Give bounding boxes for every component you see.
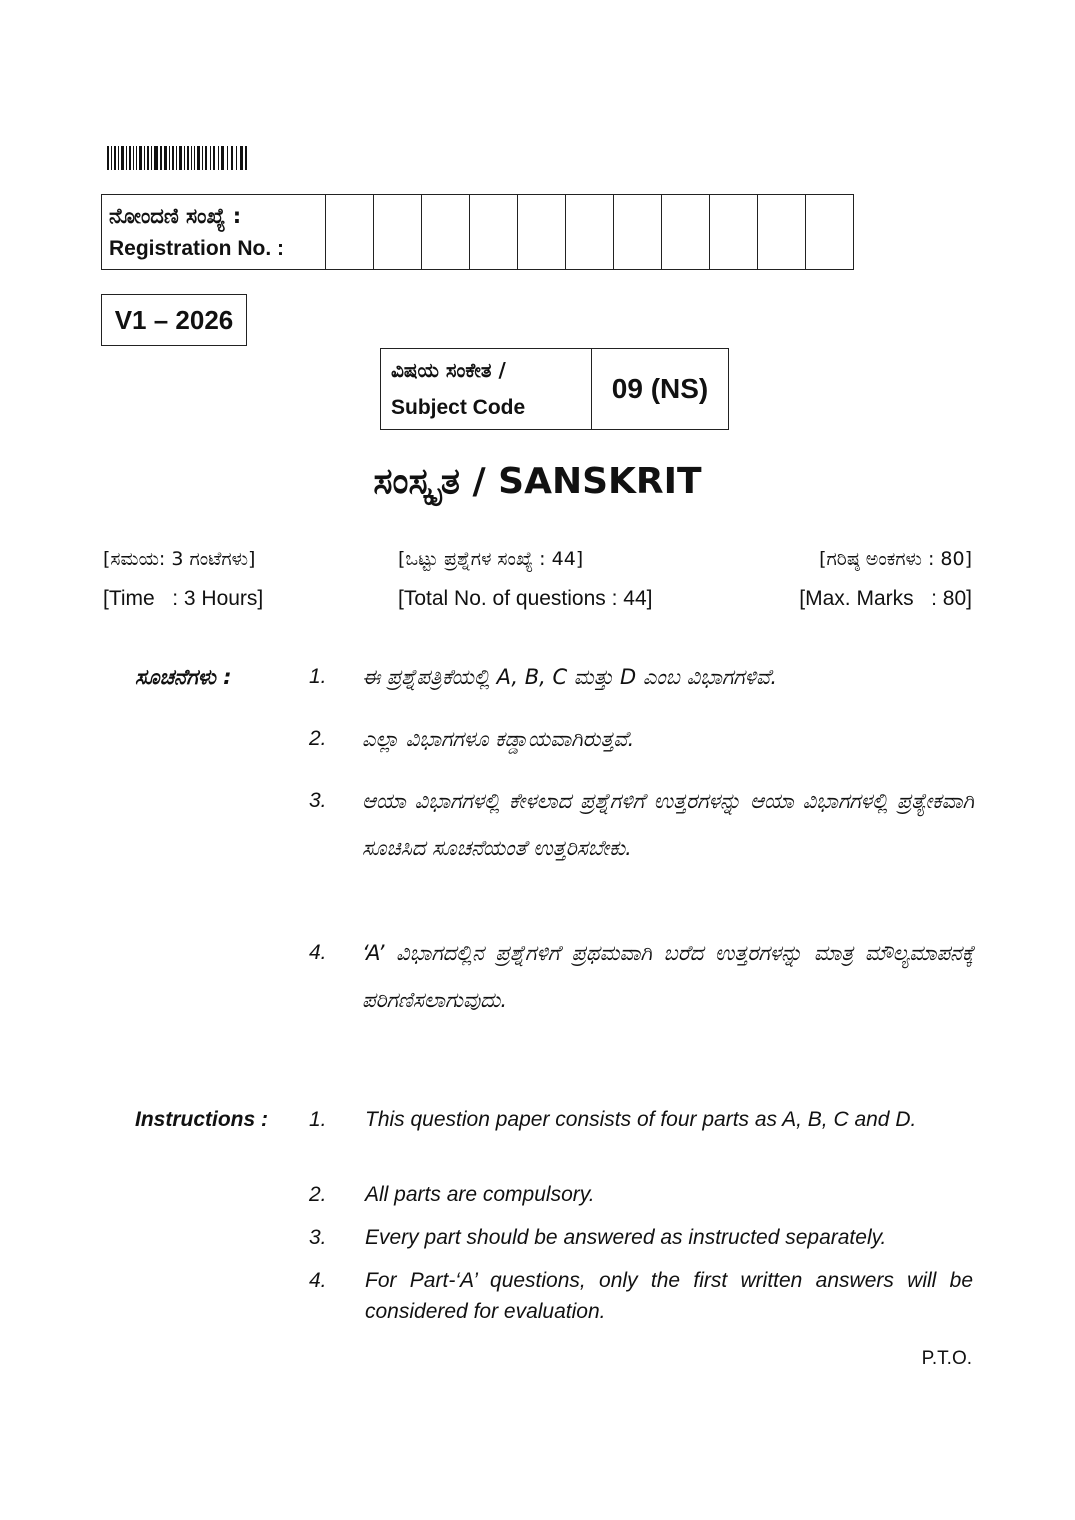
subject-code-label-en: Subject Code — [391, 396, 526, 419]
time-kn: [ಸಮಯ: 3 ಗಂಟೆಗಳು] — [103, 548, 256, 570]
instruction-kn-text: ಈ ಪ್ರಶ್ನೆಪತ್ರಿಕೆಯಲ್ಲಿ A, B, C ಮತ್ತು D ಎಂಬ ವಿಭಾಗಗಳಿವೆ. — [362, 665, 778, 689]
instruction-en-text: This question paper consists of four parts as A, B, C and D. — [365, 1108, 917, 1131]
registration-label-en: Registration No. : — [109, 237, 285, 260]
registration-digit-box[interactable] — [758, 195, 806, 270]
registration-digit-box[interactable] — [326, 195, 374, 270]
marks-en: [Max. Marks : 80] — [799, 587, 972, 610]
instruction-en-number: 3. — [309, 1226, 327, 1249]
registration-digit-box[interactable] — [614, 195, 662, 270]
time-en: [Time : 3 Hours] — [103, 587, 264, 610]
instructions-kn-heading: ಸೂಚನೆಗಳು : — [135, 665, 232, 689]
registration-digit-box[interactable] — [422, 195, 470, 270]
registration-table — [101, 194, 854, 270]
questions-en: [Total No. of questions : 44] — [398, 587, 653, 610]
registration-digit-box[interactable] — [374, 195, 422, 270]
registration-digit-box[interactable] — [806, 195, 854, 270]
instruction-en-number: 2. — [309, 1183, 327, 1206]
page-title: ಸಂಸ್ಕೃತ / SANSKRIT — [373, 461, 702, 502]
registration-label — [102, 195, 326, 270]
instruction-kn-number: 2. — [309, 727, 327, 750]
version-code: V1 – 2026 — [101, 294, 247, 346]
subject-code-value: 09 (NS) — [592, 349, 729, 430]
instruction-en-text: Every part should be answered as instructed separately. — [365, 1226, 887, 1249]
instruction-kn-number: 4. — [309, 941, 327, 964]
instruction-en-text: All parts are compulsory. — [365, 1183, 595, 1206]
registration-digit-box[interactable] — [518, 195, 566, 270]
instruction-kn-number: 1. — [309, 665, 327, 688]
instruction-kn-number: 3. — [309, 789, 327, 812]
instruction-kn-text: ಆಯಾ ವಿಭಾಗಗಳಲ್ಲಿ ಕೇಳಲಾದ ಪ್ರಶ್ನೆಗಳಿಗೆ ಉತ್ತರಗಳನ್ನು ಆಯಾ ವಿಭಾಗಗಳಲ್ಲಿ ಪ್ರತ್ಯೇಕವಾಗಿ ಸೂಚಿಸಿದ ಸೂಚನೆಯಂತೆ ಉತ್ತರಿಸಬೇಕು. — [362, 789, 974, 860]
please-turn-over: P.T.O. — [921, 1348, 972, 1369]
instruction-en-number: 1. — [309, 1108, 327, 1131]
instruction-en-text: For Part-‘A’ questions, only the first written answers will be considered for evaluation. — [365, 1269, 973, 1323]
registration-digit-box[interactable] — [662, 195, 710, 270]
subject-code-label — [381, 349, 592, 430]
instruction-kn-text: ಎಲ್ಲಾ ವಿಭಾಗಗಳೂ ಕಡ್ಡಾಯವಾಗಿರುತ್ತವೆ. — [362, 727, 635, 751]
registration-label-kn: ನೋಂದಣಿ ಸಂಖ್ಯೆ : — [109, 204, 242, 228]
questions-kn: [ಒಟ್ಟು ಪ್ರಶ್ನೆಗಳ ಸಂಖ್ಯೆ : 44] — [398, 548, 584, 570]
barcode-icon — [107, 146, 247, 170]
registration-digit-box[interactable] — [710, 195, 758, 270]
instruction-en-number: 4. — [309, 1269, 327, 1292]
subject-code-label-kn: ವಿಷಯ ಸಂಕೇತ / — [391, 358, 506, 382]
registration-digit-box[interactable] — [566, 195, 614, 270]
registration-digit-box[interactable] — [470, 195, 518, 270]
marks-kn: [ಗರಿಷ್ಠ ಅಂಕಗಳು : 80] — [819, 548, 972, 570]
instructions-en-heading: Instructions : — [135, 1108, 269, 1131]
subject-code-table — [380, 348, 729, 430]
instruction-kn-text: ‘A’ ವಿಭಾಗದಲ್ಲಿನ ಪ್ರಶ್ನೆಗಳಿಗೆ ಪ್ರಥಮವಾಗಿ ಬರೆದ ಉತ್ತರಗಳನ್ನು ಮಾತ್ರ ಮೌಲ್ಯಮಾಪನಕ್ಕೆ ಪರಿಗಣಿಸಲಾಗುವುದು. — [362, 941, 974, 1012]
